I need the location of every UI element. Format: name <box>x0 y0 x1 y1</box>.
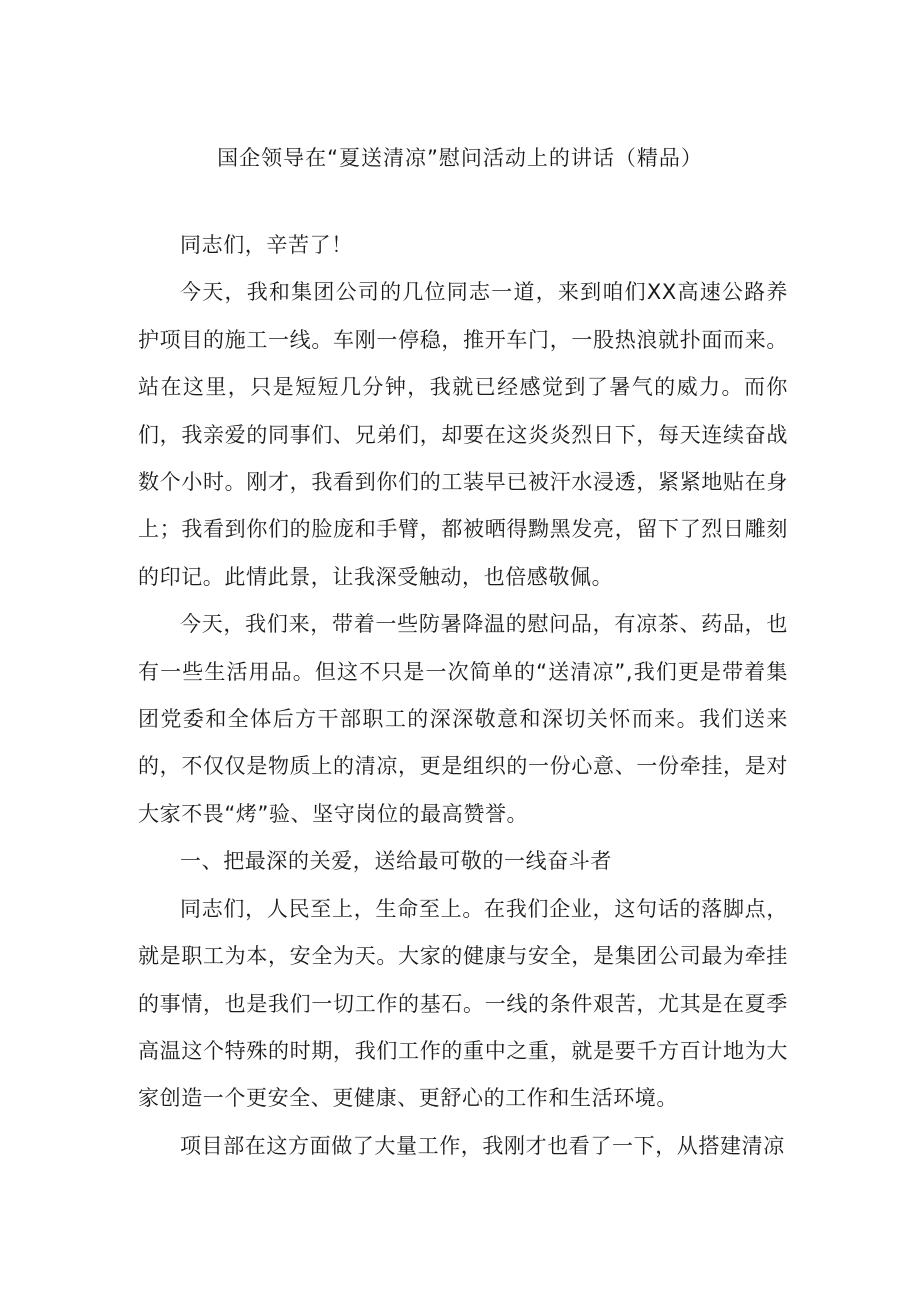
document-title: 国企领导在“夏送清凉”慰问活动上的讲话（精品） <box>217 146 703 170</box>
paragraph-3: 同志们，人民至上，生命至上。在我们企业，这句话的落脚点，就是职工为本，安全为天。大家的健康与安全，是集团公司最为牵挂的事情，也是我们一切工作的基石。一线的条件艰苦，尤其是在夏季高温这个特殊的时期，我们工作的重中之重，就是要千方百计地为大家创造一个更安全、更健康、更舒心的工作和生活环境。 <box>138 896 788 1111</box>
paragraph-4: 项目部在这方面做了大量工作，我刚才也看了一下，从搭建清凉 <box>180 1133 785 1158</box>
paragraph-2: 今天，我们来，带着一些防暑降温的慰问品，有凉茶、药品，也有一些生活用品。但这不只是一次简单的“送清凉”,我们更是带着集团党委和全体后方干部职工的深深敬意和深切关怀而来。我们送来的，不仅仅是物质上的清凉，更是组织的一份心意、一份牵挂，是对大家不畏“烤”验、坚守岗位的最高赞誉。 <box>138 612 788 826</box>
document-body <box>138 222 788 1170</box>
paragraph-greeting: 同志们，辛苦了！ <box>180 233 353 257</box>
section-heading-1: 一、把最深的关爱，送给最可敬的一线奋斗者 <box>180 849 612 874</box>
paragraph-1: 今天，我和集团公司的几位同志一道，来到咱们XX高速公路养护项目的施工一线。车刚一停稳，推开车门，一股热浪就扑面而来。站在这里，只是短短几分钟，我就已经感觉到了暑气的威力。而你们，我亲爱的同事们、兄弟们，却要在这炎炎烈日下，每天连续奋战数个小时。刚才，我看到你们的工装早已被汗水浸透，紧紧地贴在身上；我看到你们的脸庞和手臂，都被晒得黝黑发亮，留下了烈日雕刻的印记。此情此景，让我深受触动，也倍感敬佩。 <box>138 280 788 589</box>
